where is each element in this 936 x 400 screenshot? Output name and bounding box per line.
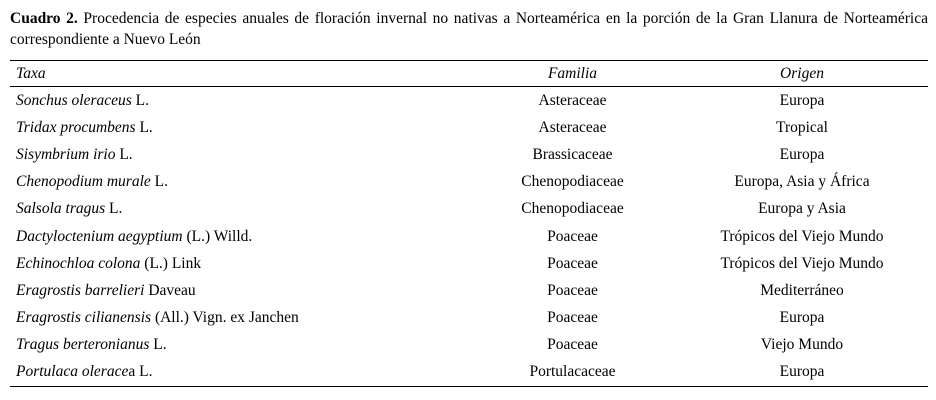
species-author: a L.	[128, 363, 153, 381]
species-name: Eragrostis barrelieri	[16, 281, 145, 299]
cell-taxa	[10, 87, 469, 115]
species-author: L.	[131, 91, 150, 109]
cell-origen: Europa, Asia y África	[734, 173, 870, 191]
table-row	[10, 250, 928, 277]
cell-taxa	[10, 141, 469, 168]
cell-familia: Brassicaceae	[532, 145, 613, 163]
cell-taxa	[10, 114, 469, 141]
cell-familia: Poaceae	[547, 254, 598, 272]
cell-origen: Mediterráneo	[760, 281, 844, 299]
species-author: L.	[150, 173, 168, 191]
species-table	[10, 60, 928, 387]
cell-taxa	[10, 250, 469, 277]
document-page	[10, 8, 928, 387]
species-author: L.	[105, 200, 123, 218]
cell-familia: Asteraceae	[538, 118, 607, 136]
species-name: Eragrostis cilianensis	[16, 309, 152, 327]
table-row	[10, 141, 928, 168]
caption-text: Procedencia de especies anuales de floración invernal no nativas a Norteamérica en la porción de la Gran Llanura de Norteamérica correspondiente a Nuevo León	[10, 10, 928, 48]
table-row	[10, 169, 928, 196]
cell-taxa	[10, 332, 469, 359]
cell-taxa	[10, 359, 469, 387]
species-author: L.	[149, 336, 167, 354]
species-name: Dactyloctenium aegyptium	[16, 227, 183, 245]
table-row	[10, 277, 928, 304]
table-row	[10, 332, 928, 359]
cell-origen: Viejo Mundo	[760, 336, 844, 354]
cell-taxa	[10, 196, 469, 223]
table-caption	[10, 8, 928, 50]
table-row	[10, 359, 928, 387]
cell-taxa	[10, 305, 469, 332]
cell-taxa	[10, 277, 469, 304]
header-origen: Origen	[780, 64, 824, 82]
species-author: L.	[135, 118, 153, 136]
table-row	[10, 87, 928, 115]
species-author: L.	[115, 145, 133, 163]
species-name: Salsola tragus	[16, 200, 106, 218]
cell-familia: Poaceae	[547, 336, 598, 354]
table-header-row	[10, 61, 928, 87]
table-body	[10, 87, 928, 387]
header-familia: Familia	[547, 64, 598, 82]
table-row	[10, 196, 928, 223]
species-name: Sonchus oleraceus	[16, 91, 132, 109]
cell-familia: Poaceae	[547, 309, 598, 327]
species-name: Portulaca olerace	[16, 363, 129, 381]
table-row	[10, 223, 928, 250]
cell-origen: Europa y Asia	[758, 200, 846, 218]
cell-origen: Trópicos del Viejo Mundo	[720, 227, 884, 245]
cell-familia: Portulacaceae	[529, 363, 616, 381]
table-row	[10, 305, 928, 332]
cell-origen: Tropical	[776, 118, 828, 136]
cell-familia: Chenopodiaceae	[521, 200, 624, 218]
cell-origen: Trópicos del Viejo Mundo	[720, 254, 884, 272]
table-row	[10, 114, 928, 141]
cell-familia: Poaceae	[547, 227, 598, 245]
cell-origen: Europa	[779, 91, 825, 109]
species-name: Chenopodium murale	[16, 173, 151, 191]
cell-origen: Europa	[779, 309, 825, 327]
cell-familia: Poaceae	[547, 281, 598, 299]
cell-taxa	[10, 223, 469, 250]
species-author: (L.) Willd.	[182, 227, 253, 245]
cell-origen: Europa	[779, 363, 825, 381]
species-author: Daveau	[144, 281, 196, 299]
cell-familia: Chenopodiaceae	[521, 173, 624, 191]
species-name: Echinochloa colona	[16, 254, 141, 272]
cell-familia: Asteraceae	[538, 91, 607, 109]
species-name: Tridax procumbens	[16, 118, 136, 136]
species-name: Sisymbrium irio	[16, 145, 116, 163]
cell-taxa	[10, 169, 469, 196]
species-name: Tragus berteronianus	[16, 336, 150, 354]
caption-label: Cuadro 2.	[10, 10, 78, 27]
species-author: (All.) Vign. ex Janchen	[151, 309, 299, 327]
species-author: (L.) Link	[140, 254, 202, 272]
header-taxa: Taxa	[16, 64, 46, 82]
cell-origen: Europa	[779, 145, 825, 163]
